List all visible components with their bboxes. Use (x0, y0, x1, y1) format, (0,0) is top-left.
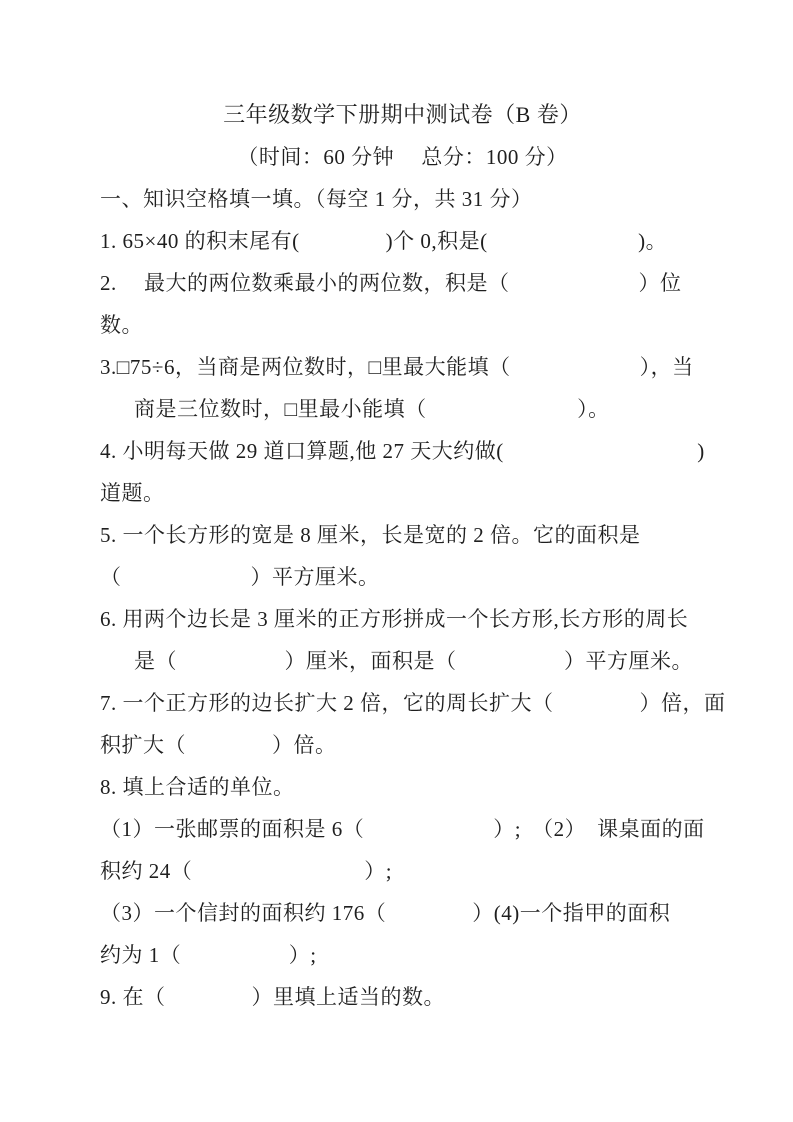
question-8-item-2-line-2: 积约 24（ ）; (100, 859, 393, 883)
section-1-heading: 一、知识空格填一填。（每空 1 分，共 31 分） (100, 187, 533, 211)
exam-info: （时间：60 分钟 总分：100 分） (237, 145, 568, 169)
question-5-line-1: 5. 一个长方形的宽是 8 厘米，长是宽的 2 倍。它的面积是 (100, 523, 641, 547)
page-title: 三年级数学下册期中测试卷（B 卷） (223, 102, 582, 127)
question-8-item-3-4-line-1: （3）一个信封的面积约 176（ ）(4)一个指甲的面积 (100, 901, 671, 925)
question-3-line-1: 3.□75÷6，当商是两位数时，□里最大能填（ ），当 (100, 355, 694, 379)
question-8-heading: 8. 填上合适的单位。 (100, 775, 295, 799)
question-6-line-2: 是（ ）厘米，面积是（ ）平方厘米。 (134, 649, 693, 673)
question-9-line: 9. 在（ ）里填上适当的数。 (100, 985, 445, 1009)
question-7-line-1: 7. 一个正方形的边长扩大 2 倍，它的周长扩大（ ）倍，面 (100, 691, 726, 715)
question-7-line-2: 积扩大（ ）倍。 (100, 733, 337, 757)
question-4-line-1: 4. 小明每天做 29 道口算题,他 27 天大约做( ) (100, 439, 705, 463)
question-2-line-1: 2. 最大的两位数乘最小的两位数，积是（ ）位 (100, 271, 682, 295)
question-6-line-1: 6. 用两个边长是 3 厘米的正方形拼成一个长方形,长方形的周长 (100, 607, 689, 631)
question-8-item-1-2-line-1: （1）一张邮票的面积是 6（ ）; （2） 课桌面的面 (100, 817, 705, 841)
question-5-line-2: （ ）平方厘米。 (100, 565, 380, 589)
question-3-line-2: 商是三位数时，□里最小能填（ ）。 (134, 397, 610, 421)
question-4-line-2: 道题。 (100, 481, 165, 505)
question-8-item-4-line-2: 约为 1（ ）; (100, 943, 317, 967)
question-2-line-2: 数。 (100, 313, 143, 337)
question-1-line: 1. 65×40 的积末尾有( )个 0,积是( )。 (100, 229, 668, 253)
